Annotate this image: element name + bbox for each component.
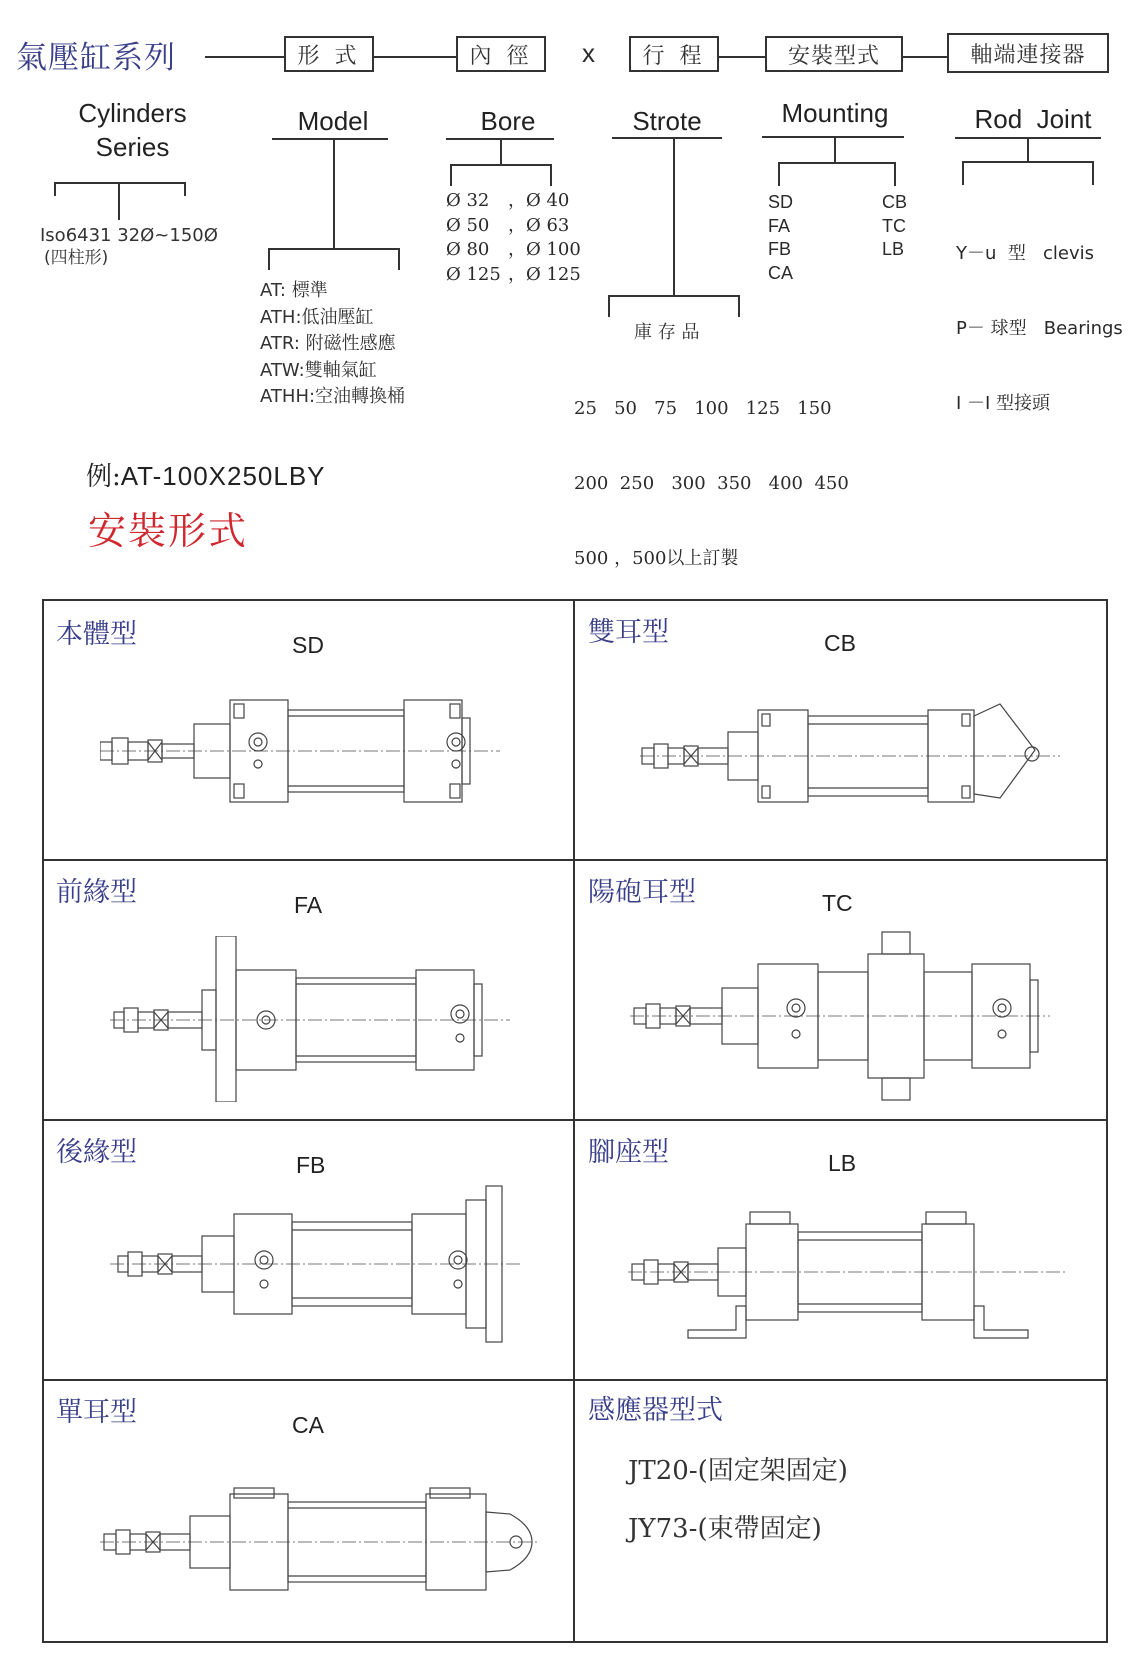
bore-value: Ø 125 bbox=[446, 263, 501, 285]
cylinder-drawing-fa bbox=[110, 936, 510, 1102]
mount-name-fa: 前緣型 bbox=[56, 877, 137, 908]
bore-value: Ø 80 bbox=[446, 239, 490, 260]
label-mounting: Mounting bbox=[781, 98, 889, 128]
mounting-codes-col1 bbox=[768, 191, 793, 285]
mount-name-fb: 後緣型 bbox=[56, 1137, 137, 1168]
cylinder-drawing-cb bbox=[640, 698, 1060, 808]
label-cylinders: Cylinders bbox=[78, 98, 187, 128]
cylinder-drawing-sd bbox=[100, 696, 500, 806]
model-item: ATR: 附磁性感應 bbox=[260, 333, 396, 354]
mounting-code: LB bbox=[882, 239, 905, 259]
model-item: ATH:低油壓缸 bbox=[260, 306, 374, 328]
series-title: 氣壓缸系列 bbox=[16, 40, 176, 76]
tree-stem bbox=[1027, 138, 1029, 162]
mount-code-fb: FB bbox=[296, 1152, 326, 1178]
underline-model bbox=[272, 138, 388, 140]
bore-value: ，Ø 40 bbox=[508, 190, 570, 211]
underline-mounting bbox=[762, 136, 904, 138]
rod-joint-list bbox=[956, 191, 1123, 441]
tree-bar bbox=[962, 161, 1094, 163]
underline-strote bbox=[612, 137, 722, 139]
mount-name-lb: 腳座型 bbox=[588, 1137, 669, 1168]
label-model: Model bbox=[297, 106, 369, 136]
mounting-code: SD bbox=[768, 192, 794, 212]
cylinder-drawing-tc bbox=[630, 930, 1050, 1104]
tree-leg bbox=[550, 164, 552, 186]
stroke-row: 500 ，500以上訂製 bbox=[574, 548, 739, 569]
bore-value: Ø 50 bbox=[446, 214, 490, 236]
model-item: AT: 標準 bbox=[260, 280, 328, 301]
bore-row bbox=[446, 214, 581, 239]
cylinder-drawing-ca bbox=[100, 1486, 540, 1596]
mount-name-tc: 陽砲耳型 bbox=[588, 877, 696, 908]
table-divider bbox=[43, 859, 1107, 861]
tree-leg bbox=[54, 182, 56, 196]
mounting-code: CB bbox=[882, 192, 908, 212]
mount-name-sd: 本體型 bbox=[56, 619, 137, 650]
mounting-code: FA bbox=[768, 215, 791, 236]
stock-label: 庫 存 品 bbox=[634, 322, 700, 343]
tree-leg bbox=[398, 248, 400, 270]
bore-value: ，Ø 125 bbox=[508, 263, 581, 285]
tree-stem bbox=[673, 138, 675, 296]
bore-row bbox=[446, 238, 581, 263]
header-box-stroke: 行 程 bbox=[629, 36, 719, 72]
mount-code-tc: TC bbox=[822, 890, 853, 916]
mounting-code: FB bbox=[768, 239, 792, 259]
example-prefix: 例: bbox=[86, 462, 121, 492]
mounting-code: TC bbox=[882, 215, 906, 236]
example-value: AT-100X250LBY bbox=[120, 461, 326, 491]
tree-leg bbox=[608, 295, 610, 317]
rod-joint-item: Y－u 型 clevis bbox=[956, 243, 1095, 264]
sensor-title: 感應器型式 bbox=[588, 1395, 723, 1426]
mount-name-cb: 雙耳型 bbox=[588, 617, 669, 648]
connector-line bbox=[903, 56, 947, 58]
table-divider bbox=[573, 600, 575, 1642]
connector-line bbox=[205, 56, 285, 58]
bore-value: ，Ø 63 bbox=[508, 214, 570, 236]
tree-leg bbox=[738, 295, 740, 317]
series-detail-line1: Iso6431 32Ø~150Ø bbox=[40, 225, 218, 246]
connector-line bbox=[374, 56, 456, 58]
multiply-sign: x bbox=[582, 38, 595, 68]
series-detail-line2: (四柱形) bbox=[44, 248, 109, 268]
bore-list bbox=[446, 189, 581, 287]
tree-bar bbox=[778, 162, 896, 164]
table-divider bbox=[43, 1379, 1107, 1381]
rod-joint-item: I －I 型接頭 bbox=[956, 393, 1051, 414]
header-box-rod-joint: 軸端連接器 bbox=[947, 33, 1109, 73]
tree-leg bbox=[894, 162, 896, 186]
cylinder-drawing-lb bbox=[628, 1210, 1068, 1340]
mounting-code: CA bbox=[768, 262, 794, 283]
header-box-mounting: 安裝型式 bbox=[765, 36, 903, 72]
label-rod-joint: Rod Joint bbox=[974, 104, 1092, 134]
tree-bar bbox=[450, 164, 552, 166]
stroke-row: 25 50 75 100 125 150 bbox=[574, 398, 832, 419]
tree-leg bbox=[1092, 161, 1094, 185]
tree-stem bbox=[333, 139, 335, 249]
tree-bar bbox=[608, 295, 740, 297]
tree-bar bbox=[268, 248, 400, 250]
label-strote: Strote bbox=[632, 106, 702, 136]
example-code bbox=[86, 456, 326, 493]
tree-stem bbox=[118, 182, 120, 220]
stroke-row: 200 250 300 350 400 450 bbox=[574, 473, 849, 494]
mount-name-ca: 單耳型 bbox=[56, 1397, 137, 1428]
model-item: ATHH:空油轉換桶 bbox=[260, 386, 406, 407]
header-box-model: 形 式 bbox=[284, 36, 374, 72]
mount-code-lb: LB bbox=[828, 1150, 857, 1176]
table-divider bbox=[43, 1119, 1107, 1121]
rod-joint-item: P－ 球型 Bearings bbox=[956, 318, 1123, 339]
cylinder-drawing-fb bbox=[110, 1184, 520, 1344]
tree-leg bbox=[962, 161, 964, 185]
model-item: ATW:雙軸氣缸 bbox=[260, 359, 377, 381]
mount-code-fa: FA bbox=[294, 892, 323, 918]
sensor-item: JT20-(固定架固定) bbox=[628, 1456, 848, 1486]
model-list bbox=[260, 278, 405, 411]
tree-leg bbox=[778, 162, 780, 186]
tree-stem bbox=[500, 139, 502, 165]
mount-code-cb: CB bbox=[824, 630, 856, 656]
tree-leg bbox=[450, 164, 452, 186]
bore-value: Ø 32 bbox=[446, 190, 490, 211]
header-box-bore: 內 徑 bbox=[456, 36, 546, 72]
tree-bar bbox=[54, 182, 186, 184]
tree-leg bbox=[268, 248, 270, 270]
mounting-codes-col2 bbox=[882, 191, 907, 262]
label-bore: Bore bbox=[480, 106, 536, 136]
tree-stem bbox=[834, 137, 836, 163]
tree-leg bbox=[184, 182, 186, 196]
sensor-item: JY73-(束帶固定) bbox=[628, 1514, 822, 1544]
section-title: 安裝形式 bbox=[88, 509, 249, 553]
mount-code-sd: SD bbox=[292, 632, 324, 658]
bore-value: ，Ø 100 bbox=[508, 239, 581, 260]
bore-row bbox=[446, 263, 581, 288]
mount-code-ca: CA bbox=[292, 1412, 324, 1438]
connector-line bbox=[719, 56, 765, 58]
label-series: Series bbox=[95, 132, 170, 162]
stroke-list bbox=[574, 346, 849, 596]
bore-row bbox=[446, 189, 581, 214]
